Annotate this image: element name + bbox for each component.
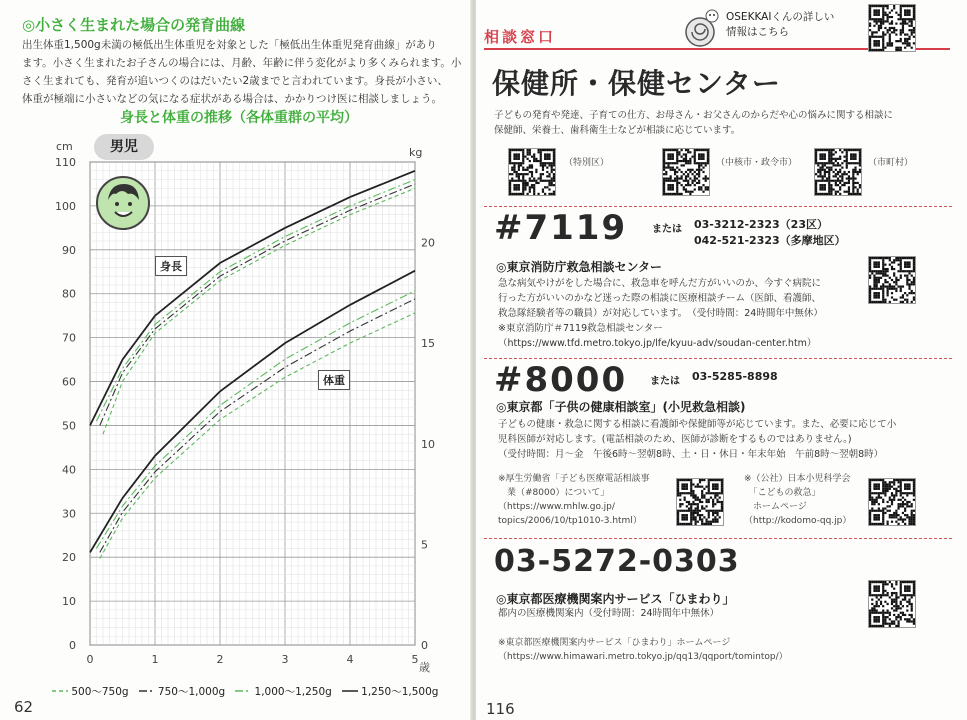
section-title: ◎小さく生まれた場合の発育曲線 xyxy=(22,16,246,34)
legend-label: 1,000〜1,250g xyxy=(251,686,332,698)
y-left-tick: 50 xyxy=(62,419,76,433)
qr-label: （市町村） xyxy=(868,158,914,168)
body-line: 保健師、栄養士、歯科衛生士などが相談に応じています。 xyxy=(494,125,741,136)
osekkai-line: 情報はこちら xyxy=(726,26,789,38)
legend-swatch xyxy=(139,687,155,695)
number-8000: #8000 xyxy=(494,360,628,400)
intro-line: 出生体重1,500g未満の極低出生体重児を対象とした「極低出生体重児発育曲線」があり xyxy=(22,39,437,51)
number-himawari: 03-5272-0303 xyxy=(494,544,740,579)
x-unit: 歳 xyxy=(419,661,430,674)
qr-code-kodomo-qq[interactable] xyxy=(868,478,916,526)
body-line: 子どもの健康・救急に関する相談に看護師や保健師等が応じています。また、必要に応じて小 xyxy=(498,419,897,430)
s4-notes xyxy=(498,636,788,664)
chart-title: 身長と体重の推移（各体重群の平均） xyxy=(120,110,358,126)
note-line: ※東京都医療機関案内サービス「ひまわり」ホームページ xyxy=(498,638,731,648)
header-title: 相談窓口 xyxy=(484,28,557,46)
note-line: 業（#8000）について」 xyxy=(498,488,610,498)
y-left-tick: 90 xyxy=(62,243,76,257)
note-line: 「こどもの救急」 xyxy=(744,488,821,498)
number-7119: #7119 xyxy=(494,208,628,248)
qr-code-7119[interactable] xyxy=(868,256,916,304)
body-line: 急な病気やけがをした場合に、救急車を呼んだ方がいいのか、今すぐ病院に xyxy=(498,278,822,289)
y-left-tick: 0 xyxy=(69,639,76,652)
legend-swatch xyxy=(342,687,358,695)
intro-line: さく生まれても、発育が追いつくのはだいたい2歳までと言われています。身長が小さい、 xyxy=(22,75,448,87)
legend-item xyxy=(52,684,129,699)
legend-item xyxy=(342,684,439,699)
legend-label: 750〜1,000g xyxy=(154,686,226,698)
y-left-tick: 70 xyxy=(62,331,76,345)
y-right-unit: kg xyxy=(409,146,423,159)
s2-title: ◎東京消防庁救急相談センター xyxy=(496,260,662,274)
s3-note-mhlw xyxy=(498,472,678,528)
y-left-tick: 40 xyxy=(62,463,76,477)
phone-number: 042-521-2323（多摩地区） xyxy=(694,234,846,247)
x-tick: 4 xyxy=(346,653,354,666)
y-right-tick: 0 xyxy=(421,639,428,652)
body-line: 児科医師が対応します。(電話相談のため、医師が診断をするものではありません。) xyxy=(498,434,852,445)
note-line: （https://www.himawari.metro.tokyo.jp/qq13/qqport/tomintop/） xyxy=(498,652,788,662)
y-left-tick: 80 xyxy=(62,287,76,301)
section1-title: 保健所・保健センター xyxy=(492,67,781,100)
gender-badge: 男児 xyxy=(94,134,154,160)
intro-line: 体重が極端に小さいなどの気になる症状がある場合は、かかりつけ医に相談しましょう。 xyxy=(22,93,442,105)
weight-label: 体重 xyxy=(318,370,350,390)
growth-chart xyxy=(0,128,470,720)
note-line: （http://kodomo-qq.jp） xyxy=(744,516,852,526)
body-line: 子どもの発育や発達、子育ての仕方、お母さん・お父さんのからだや心の悩みに関する相談に xyxy=(494,110,894,121)
qr-code-himawari[interactable] xyxy=(868,580,916,628)
note-line: ※厚生労働省「子ども医療電話相談事 xyxy=(498,474,650,484)
qr-code-municipality[interactable] xyxy=(814,148,862,196)
legend-label: 500〜750g xyxy=(68,686,129,698)
intro-text xyxy=(22,36,467,108)
y-left-unit: cm xyxy=(56,140,73,153)
height-label: 身長 xyxy=(155,256,187,276)
note-line: topics/2006/10/tp1010-3.html） xyxy=(498,516,642,526)
section1-body xyxy=(494,108,954,138)
note-line: ※東京消防庁＃7119救急相談センター xyxy=(498,323,663,334)
legend-swatch xyxy=(52,687,68,695)
s3-body xyxy=(498,417,958,462)
x-tick: 2 xyxy=(216,653,224,666)
s2-body xyxy=(498,276,858,351)
page-number: 116 xyxy=(486,700,515,718)
osekkai-line: OSEKKAIくんの詳しい xyxy=(726,11,835,23)
qr-code-core-city[interactable] xyxy=(662,148,710,196)
legend-label: 1,250〜1,500g xyxy=(357,686,439,698)
s3-note-jps xyxy=(744,472,874,528)
y-right-tick: 5 xyxy=(421,538,428,552)
x-tick: 3 xyxy=(281,653,289,666)
s4-title: ◎東京都医療機関案内サービス「ひまわり」 xyxy=(496,592,735,606)
body-line: 行った方がいいのかなど迷った際の相談に医療相談チーム（医師、看護師、 xyxy=(498,293,822,304)
x-tick: 5 xyxy=(411,653,419,666)
note-line: （https://www.mhlw.go.jp/ xyxy=(498,502,615,512)
qr-code-special-ward[interactable] xyxy=(508,148,556,196)
y-left-tick: 30 xyxy=(62,507,76,521)
y-left-tick: 100 xyxy=(55,199,76,213)
y-left-tick: 60 xyxy=(62,375,76,389)
y-left-tick: 20 xyxy=(62,551,76,565)
note-line: ※（公社）日本小児科学会 xyxy=(744,474,851,484)
osekkai-caption xyxy=(726,10,834,40)
body-line: （受付時間：月〜金 午後6時〜翌朝8時、土・日・休日・年末年始 午前8時〜翌朝8時） xyxy=(498,449,884,460)
s3-title: ◎東京都「子供の健康相談室」(小児救急相談) xyxy=(496,400,746,414)
boy-face-icon xyxy=(96,176,150,230)
qr-label: （特別区） xyxy=(564,158,610,168)
or-label: または xyxy=(652,224,682,235)
phone-numbers-7119 xyxy=(694,217,846,249)
qr-label: （中核市・政令市） xyxy=(716,158,798,168)
y-right-tick: 10 xyxy=(421,437,435,451)
snail-icon xyxy=(682,8,722,48)
legend-item xyxy=(235,684,332,699)
chart-legend xyxy=(52,684,472,700)
y-left-tick: 10 xyxy=(62,595,76,609)
divider xyxy=(484,358,952,359)
x-tick: 1 xyxy=(151,653,159,666)
s4-sub: 都内の医療機関案内（受付時間：24時間年中無休） xyxy=(498,608,720,619)
legend-swatch xyxy=(235,687,251,695)
body-line: 救急隊経験者等の職員）が対応しています。 （受付時間：24時間年中無休） xyxy=(498,308,823,319)
intro-line: ます。小さく生まれたお子さんの場合には、月齢、年齢に伴う変化がより多くみられます。小 xyxy=(22,57,462,69)
phone-number: 03-3212-2323（23区） xyxy=(694,218,828,231)
right-page xyxy=(476,0,967,720)
divider xyxy=(484,538,952,539)
qr-code-osekkai[interactable] xyxy=(868,4,916,52)
y-left-tick: 110 xyxy=(55,156,76,169)
left-page xyxy=(0,0,473,720)
legend-item xyxy=(139,684,226,699)
or-label: または xyxy=(650,376,680,387)
y-right-tick: 20 xyxy=(421,236,435,250)
y-right-tick: 15 xyxy=(421,337,435,351)
qr-code-mhlw[interactable] xyxy=(676,478,724,526)
page-number: 62 xyxy=(14,698,34,716)
x-tick: 0 xyxy=(86,653,94,666)
divider xyxy=(484,206,952,207)
phone-number-8000: 03-5285-8898 xyxy=(692,370,778,383)
note-line: ホームページ xyxy=(744,502,807,512)
note-line: （https://www.tfd.metro.tokyo.jp/lfe/kyuu-adv/soudan-center.htm） xyxy=(498,338,817,349)
